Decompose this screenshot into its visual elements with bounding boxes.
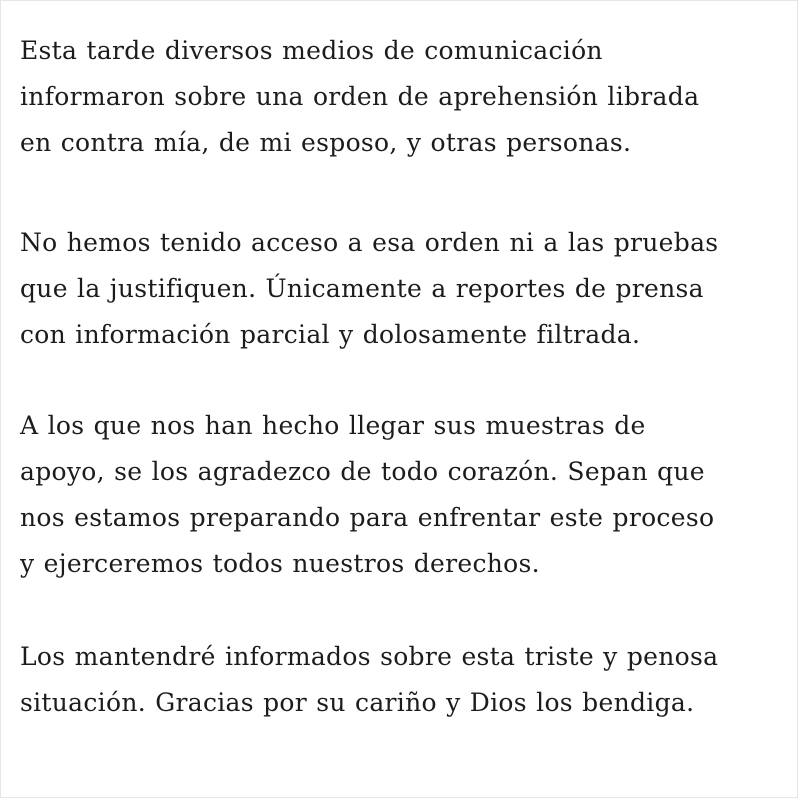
text-line: y ejerceremos todos nuestros derechos.	[20, 549, 540, 578]
text-line: que la justifiquen. Únicamente a reportes de prensa	[20, 274, 704, 303]
paragraph-closing	[20, 634, 718, 726]
text-line: No hemos tenido acceso a esa orden ni a las pruebas	[20, 228, 719, 257]
text-line: apoyo, se los agradezco de todo corazón. Sepan que	[20, 457, 705, 486]
text-line: Esta tarde diversos medios de comunicación	[20, 36, 603, 65]
text-line: en contra mía, de mi esposo, y otras personas.	[20, 128, 632, 157]
text-line: nos estamos preparando para enfrentar este proceso	[20, 503, 715, 532]
paragraph-no-access	[20, 220, 718, 358]
text-line: Los mantendré informados sobre esta triste y penosa	[20, 642, 719, 671]
text-line: informaron sobre una orden de aprehensión librada	[20, 82, 700, 111]
text-line: situación. Gracias por su cariño y Dios los bendiga.	[20, 688, 695, 717]
text-line: con información parcial y dolosamente filtrada.	[20, 320, 641, 349]
paragraph-thanks-support	[20, 403, 714, 587]
paragraph-media-reports	[20, 28, 699, 166]
text-line: A los que nos han hecho llegar sus muestras de	[20, 411, 646, 440]
